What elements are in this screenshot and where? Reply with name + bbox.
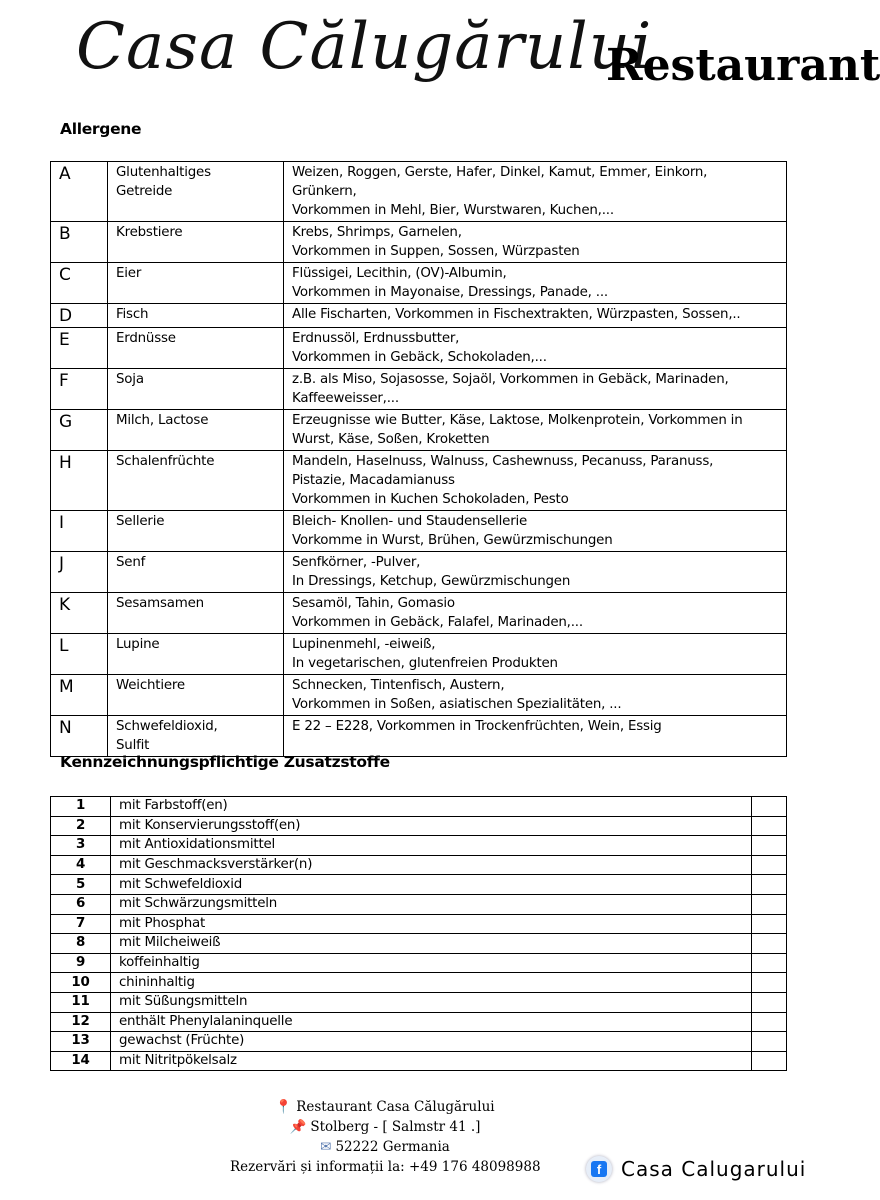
additive-number: 2 [51, 816, 111, 836]
additive-label: mit Nitritpökelsalz [111, 1051, 752, 1071]
allergen-examples: z.B. als Miso, Sojasosse, Sojaöl, Vorkommen in Gebäck, Marinaden, Kaffeeweisser,... [284, 369, 787, 410]
allergen-row [51, 716, 787, 757]
allergen-examples: Lupinenmehl, -eiweiß, In vegetarischen, glutenfreien Produkten [284, 634, 787, 675]
allergen-code: L [51, 634, 108, 675]
allergen-examples: Senfkörner, -Pulver, In Dressings, Ketchup, Gewürzmischungen [284, 552, 787, 593]
additives-table [50, 796, 787, 1071]
allergen-code: H [51, 451, 108, 511]
allergen-examples: Krebs, Shrimps, Garnelen, Vorkommen in Suppen, Sossen, Würzpasten [284, 222, 787, 263]
allergen-code: F [51, 369, 108, 410]
additive-label: mit Farbstoff(en) [111, 797, 752, 817]
additive-label: mit Milcheiweiß [111, 934, 752, 954]
allergen-code: G [51, 410, 108, 451]
additive-row [51, 953, 787, 973]
additive-row [51, 992, 787, 1012]
allergen-code: A [51, 162, 108, 222]
additive-number: 6 [51, 894, 111, 914]
additive-number: 13 [51, 1032, 111, 1052]
allergen-row [51, 410, 787, 451]
additive-label: gewachst (Früchte) [111, 1032, 752, 1052]
footer-restaurant-name: Restaurant Casa Călugărului [296, 1099, 495, 1115]
allergens-table [50, 161, 787, 757]
additive-label: mit Geschmacksverstärker(n) [111, 855, 752, 875]
additive-number: 1 [51, 797, 111, 817]
footer-postal: 52222 Germania [335, 1139, 450, 1155]
allergen-row [51, 634, 787, 675]
map-pin-icon: 📍 [275, 1099, 293, 1115]
footer-name-line [230, 1097, 540, 1117]
additive-row [51, 973, 787, 993]
allergen-row [51, 369, 787, 410]
additive-mark-cell [752, 1012, 787, 1032]
additive-row [51, 894, 787, 914]
additive-label: mit Schwärzungsmitteln [111, 894, 752, 914]
allergen-examples: E 22 – E228, Vorkommen in Trockenfrüchten, Wein, Essig [284, 716, 787, 757]
additive-mark-cell [752, 894, 787, 914]
footer-postal-line [230, 1137, 540, 1157]
header-title: Restaurant [606, 40, 880, 91]
allergen-row [51, 552, 787, 593]
additive-row [51, 797, 787, 817]
allergen-code: K [51, 593, 108, 634]
footer-reservations: Rezervări și informații la: +49 176 48098988 [230, 1159, 541, 1175]
additive-label: mit Antioxidationsmittel [111, 836, 752, 856]
allergen-row [51, 511, 787, 552]
additive-row [51, 855, 787, 875]
additive-number: 4 [51, 855, 111, 875]
additive-mark-cell [752, 797, 787, 817]
additive-number: 5 [51, 875, 111, 895]
additive-row [51, 934, 787, 954]
allergen-examples: Erdnussöl, Erdnussbutter, Vorkommen in Gebäck, Schokoladen,... [284, 328, 787, 369]
allergen-code: N [51, 716, 108, 757]
allergen-name: Fisch [108, 304, 284, 328]
allergen-examples: Erzeugnisse wie Butter, Käse, Laktose, Molkenprotein, Vorkommen in Wurst, Käse, Soßen, Kroketten [284, 410, 787, 451]
allergen-row [51, 675, 787, 716]
allergen-code: B [51, 222, 108, 263]
allergen-name: Schalenfrüchte [108, 451, 284, 511]
allergen-name: Eier [108, 263, 284, 304]
allergen-code: C [51, 263, 108, 304]
allergen-row [51, 328, 787, 369]
allergen-row [51, 593, 787, 634]
facebook-icon[interactable]: f [586, 1156, 612, 1182]
additive-mark-cell [752, 1032, 787, 1052]
additive-mark-cell [752, 992, 787, 1012]
additive-label: enthält Phenylalaninquelle [111, 1012, 752, 1032]
additive-mark-cell [752, 855, 787, 875]
additive-number: 11 [51, 992, 111, 1012]
allergen-name: Erdnüsse [108, 328, 284, 369]
allergen-code: E [51, 328, 108, 369]
additive-row [51, 1012, 787, 1032]
additive-row [51, 836, 787, 856]
allergen-name: Krebstiere [108, 222, 284, 263]
allergens-section-title: Allergene [60, 120, 142, 138]
additive-label: koffeinhaltig [111, 953, 752, 973]
allergen-name: Milch, Lactose [108, 410, 284, 451]
additive-number: 9 [51, 953, 111, 973]
allergen-examples: Weizen, Roggen, Gerste, Hafer, Dinkel, Kamut, Emmer, Einkorn, Grünkern, Vorkommen in Mehl, Bier, Wurstwaren, Kuchen,... [284, 162, 787, 222]
pushpin-icon: 📌 [289, 1119, 307, 1135]
additive-label: chininhaltig [111, 973, 752, 993]
additive-row [51, 875, 787, 895]
allergen-name: Weichtiere [108, 675, 284, 716]
allergen-examples: Schnecken, Tintenfisch, Austern, Vorkommen in Soßen, asiatischen Spezialitäten, ... [284, 675, 787, 716]
social-label[interactable]: Casa Calugarului [621, 1157, 807, 1181]
allergen-row [51, 451, 787, 511]
allergen-code: J [51, 552, 108, 593]
allergen-name: Sellerie [108, 511, 284, 552]
social-link[interactable] [586, 1156, 806, 1182]
additive-label: mit Phosphat [111, 914, 752, 934]
additive-row [51, 914, 787, 934]
allergen-name: Glutenhaltiges Getreide [108, 162, 284, 222]
additive-mark-cell [752, 875, 787, 895]
additive-label: mit Konservierungsstoff(en) [111, 816, 752, 836]
additive-label: mit Schwefeldioxid [111, 875, 752, 895]
allergen-code: D [51, 304, 108, 328]
additives-section-title: Kennzeichnungspflichtige Zusatzstoffe [60, 753, 390, 771]
additive-number: 12 [51, 1012, 111, 1032]
allergen-name: Soja [108, 369, 284, 410]
additive-number: 7 [51, 914, 111, 934]
additive-number: 8 [51, 934, 111, 954]
allergen-name: Lupine [108, 634, 284, 675]
additive-row [51, 816, 787, 836]
allergen-name: Sesamsamen [108, 593, 284, 634]
allergen-code: I [51, 511, 108, 552]
allergen-examples: Bleich- Knollen- und Staudensellerie Vorkomme in Wurst, Brühen, Gewürzmischungen [284, 511, 787, 552]
allergen-name: Schwefeldioxid, Sulfit [108, 716, 284, 757]
additive-mark-cell [752, 953, 787, 973]
allergen-examples: Flüssigei, Lecithin, (OV)-Albumin, Vorkommen in Mayonaise, Dressings, Panade, ... [284, 263, 787, 304]
additive-mark-cell [752, 816, 787, 836]
additive-mark-cell [752, 914, 787, 934]
footer-address: Stolberg - [ Salmstr 41 .] [310, 1119, 481, 1135]
additive-mark-cell [752, 973, 787, 993]
additive-mark-cell [752, 934, 787, 954]
additive-mark-cell [752, 1051, 787, 1071]
footer-address-line [230, 1117, 540, 1137]
additive-row [51, 1051, 787, 1071]
allergen-examples: Alle Fischarten, Vorkommen in Fischextrakten, Würzpasten, Sossen,.. [284, 304, 787, 328]
allergen-examples: Sesamöl, Tahin, Gomasio Vorkommen in Gebäck, Falafel, Marinaden,... [284, 593, 787, 634]
additive-number: 10 [51, 973, 111, 993]
additive-number: 3 [51, 836, 111, 856]
restaurant-logo-script: Casa Călugărului [76, 10, 653, 84]
additive-row [51, 1032, 787, 1052]
allergen-row [51, 304, 787, 328]
additive-label: mit Süßungsmitteln [111, 992, 752, 1012]
allergen-name: Senf [108, 552, 284, 593]
allergen-code: M [51, 675, 108, 716]
additive-mark-cell [752, 836, 787, 856]
additive-number: 14 [51, 1051, 111, 1071]
envelope-icon: ✉ [320, 1139, 332, 1155]
allergen-examples: Mandeln, Haselnuss, Walnuss, Cashewnuss, Pecanuss, Paranuss, Pistazie, Macadamianuss Vorkommen in Kuchen Schokoladen, Pesto [284, 451, 787, 511]
allergen-row [51, 222, 787, 263]
allergen-row [51, 162, 787, 222]
footer-contact [230, 1097, 540, 1177]
allergen-row [51, 263, 787, 304]
